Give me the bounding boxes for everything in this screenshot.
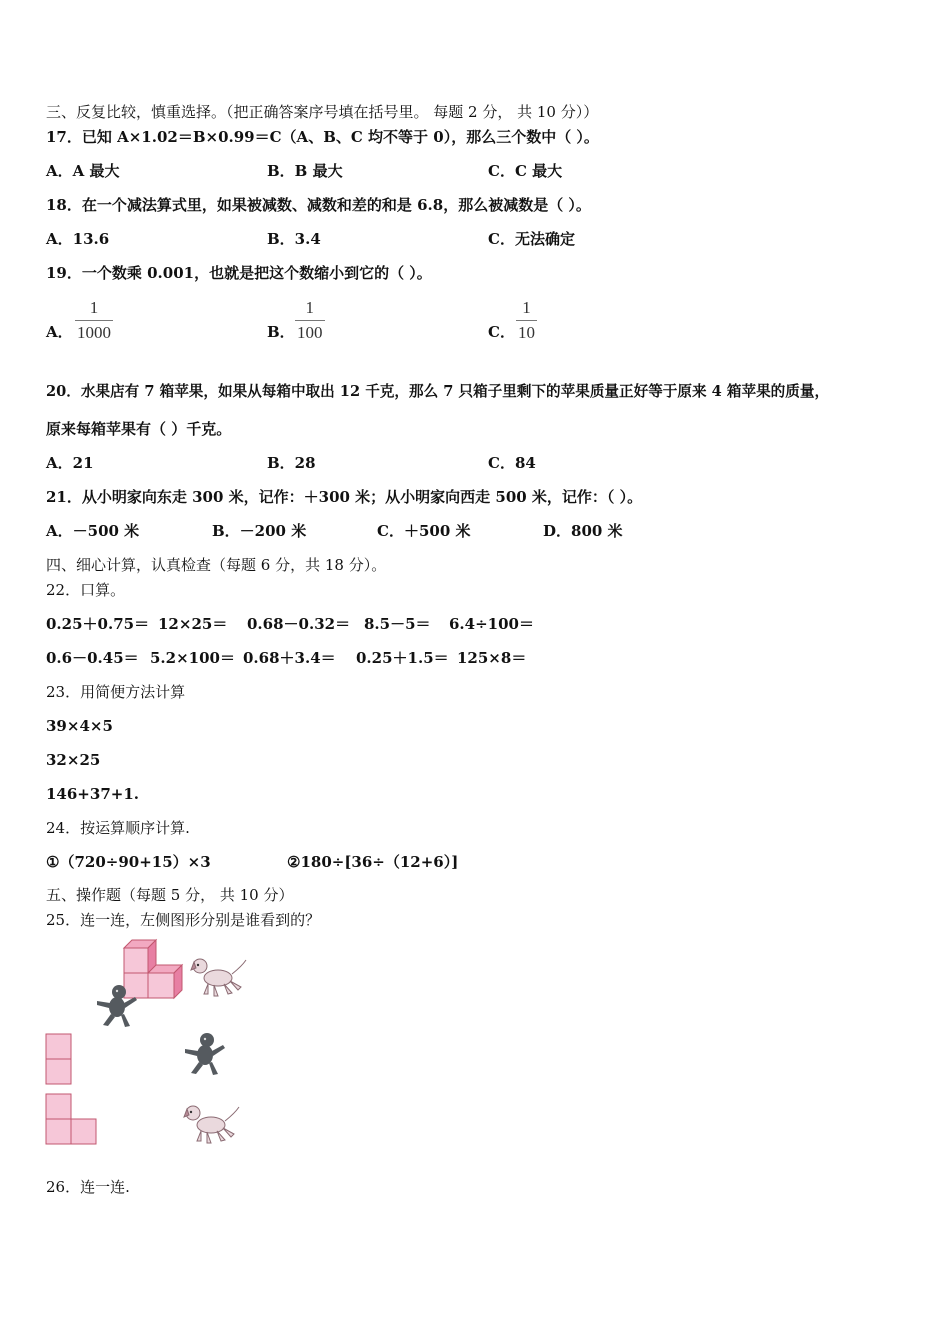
question-22-title: 22．口算。 — [46, 581, 126, 599]
question-23-title: 23．用简便方法计算 — [46, 683, 186, 701]
q19-c-numerator: 1 — [522, 298, 531, 317]
view-shape-vertical-two — [45, 1033, 73, 1087]
q18-option-a[interactable]: A．13.6 — [46, 230, 110, 248]
monkey-icon — [93, 983, 139, 1029]
oral-calc-item: 0.6－0.45＝ — [46, 649, 139, 667]
simplify-item: 39×4×5 — [46, 717, 113, 735]
oral-calc-item: 0.25＋0.75＝ — [46, 615, 150, 633]
oral-calc-item: 5.2×100＝ — [150, 649, 235, 667]
monkey-icon — [181, 1031, 227, 1077]
q17-option-c[interactable]: C．C 最大 — [488, 162, 563, 180]
q17-option-a[interactable]: A．A 最大 — [46, 162, 120, 180]
q19-b-denominator: 100 — [297, 323, 323, 342]
q19-fraction-b — [295, 298, 325, 343]
q19-option-b[interactable] — [267, 322, 295, 342]
q19-fraction-c — [516, 298, 537, 343]
fraction-bar — [516, 320, 537, 321]
dog-icon — [188, 954, 248, 998]
simplify-item: 32×25 — [46, 751, 101, 769]
q20-option-b[interactable]: B．28 — [267, 454, 316, 472]
question-21-stem: 21．从小明家向东走 300 米，记作：＋300 米；从小明家向西走 500 米，记作：（ ）。 — [46, 488, 643, 506]
section-3-heading: 三、反复比较，慎重选择。（把正确答案序号填在括号里。 每题 2 分， 共 10 分）） — [46, 103, 599, 121]
question-19-stem: 19．一个数乘 0.001，也就是把这个数缩小到它的（ ）。 — [46, 264, 432, 282]
fraction-bar — [75, 320, 113, 321]
q21-option-a[interactable]: A．－500 米 — [46, 522, 140, 540]
q19-option-c-label: C． — [488, 323, 515, 341]
q19-a-denominator: 1000 — [77, 323, 111, 342]
question-26-title: 26．连一连. — [46, 1178, 130, 1196]
question-17-stem: 17．已知 A×1.02＝B×0.99＝C（A、B、C 均不等于 0），那么三个数中（ ）。 — [46, 128, 599, 146]
question-18-stem: 18．在一个减法算式里，如果被减数、减数和差的和是 6.8，那么被减数是（ ）。 — [46, 196, 591, 214]
simplify-item: 146+37+1. — [46, 785, 139, 803]
section-4-heading: 四、细心计算，认真检查（每题 6 分，共 18 分）。 — [46, 556, 387, 574]
order-calc-item-1: ①（720÷90+15）×3 — [46, 853, 211, 871]
q20-option-a[interactable]: A．21 — [46, 454, 94, 472]
question-24-title: 24．按运算顺序计算. — [46, 819, 190, 837]
q18-option-c[interactable]: C．无法确定 — [488, 230, 575, 248]
q21-option-c[interactable]: C．＋500 米 — [377, 522, 471, 540]
oral-calc-item: 8.5－5＝ — [364, 615, 431, 633]
question-20-stem-line1: 20．水果店有 7 箱苹果，如果从每箱中取出 12 千克，那么 7 只箱子里剩下的苹果质量正好等于原来 4 箱苹果的质量， — [46, 383, 830, 400]
q20-option-c[interactable]: C．84 — [488, 454, 536, 472]
q19-option-c[interactable] — [488, 322, 515, 342]
cube-front-face — [124, 948, 148, 973]
oral-calc-item: 12×25＝ — [158, 615, 228, 633]
q19-option-b-label: B． — [267, 323, 295, 341]
q19-fraction-a — [75, 298, 113, 343]
cube-front-face — [148, 973, 174, 998]
oral-calc-item: 125×8＝ — [457, 649, 527, 667]
q19-option-a[interactable] — [46, 322, 73, 342]
view-shape-l-three — [45, 1093, 99, 1147]
q21-option-b[interactable]: B．－200 米 — [212, 522, 307, 540]
q19-a-numerator: 1 — [89, 298, 99, 317]
q17-option-b[interactable]: B．B 最大 — [267, 162, 343, 180]
dog-icon — [181, 1101, 241, 1145]
order-calc-item-2: ②180÷[36÷（12+6）] — [287, 853, 459, 871]
section-5-heading: 五、操作题（每题 5 分， 共 10 分） — [46, 886, 294, 904]
q19-c-denominator: 10 — [518, 323, 535, 342]
oral-calc-item: 0.68－0.32＝ — [247, 615, 351, 633]
q21-option-d[interactable]: D．800 米 — [543, 522, 623, 540]
question-25-title: 25．连一连，左侧图形分别是谁看到的？ — [46, 911, 321, 929]
fraction-bar — [295, 320, 325, 321]
q19-b-numerator: 1 — [305, 298, 314, 317]
oral-calc-item: 0.68＋3.4＝ — [243, 649, 336, 667]
oral-calc-item: 6.4÷100＝ — [449, 615, 534, 633]
oral-calc-item: 0.25＋1.5＝ — [356, 649, 449, 667]
q18-option-b[interactable]: B．3.4 — [267, 230, 321, 248]
question-20-stem-line2: 原来每箱苹果有（ ）千克。 — [46, 420, 232, 438]
q19-option-a-label: A． — [46, 323, 73, 341]
